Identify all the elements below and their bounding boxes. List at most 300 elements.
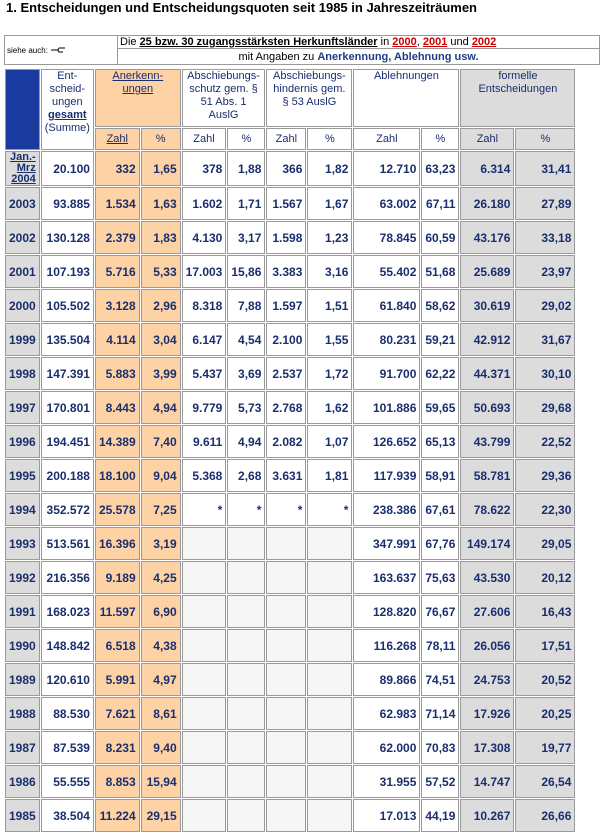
cell-year: 1986: [5, 765, 40, 798]
cell-s53-p: 1,55: [307, 323, 352, 356]
cell-total: 352.572: [41, 493, 94, 526]
cell-an-p: 1,83: [141, 221, 181, 254]
cell-s51-p: [227, 731, 265, 764]
cell-ab-z: 163.637: [353, 561, 420, 594]
cell-year: 1992: [5, 561, 40, 594]
cell-an-z: 8.231: [95, 731, 140, 764]
table-row: [5, 663, 575, 696]
year-2002-link[interactable]: 2002: [471, 36, 497, 48]
cell-s51-p: 4,94: [227, 425, 265, 458]
cell-year: 1987: [5, 731, 40, 764]
cell-s53-p: 3,16: [307, 255, 352, 288]
cell-s51-p: [227, 595, 265, 628]
cell-year: 2001: [5, 255, 40, 288]
cell-s53-p: *: [307, 493, 352, 526]
header-abschiebungshindernis: Abschiebungs-hindernis gem. § 53 AuslG: [266, 69, 352, 127]
cell-s51-p: 15,86: [227, 255, 265, 288]
cell-s53-p: 1,72: [307, 357, 352, 390]
table-row: [5, 187, 575, 220]
cell-s53-p: 1,82: [307, 151, 352, 186]
cell-an-p: 2,96: [141, 289, 181, 322]
cell-fo-p: 20,12: [515, 561, 575, 594]
cell-an-z: 4.114: [95, 323, 140, 356]
cell-total: 120.610: [41, 663, 94, 696]
header-anerkennungen: Anerkenn-ungen: [95, 69, 181, 127]
cell-total: 135.504: [41, 323, 94, 356]
cell-s51-p: [227, 561, 265, 594]
subheader-zahl: Zahl: [353, 128, 420, 150]
cell-an-z: 8.853: [95, 765, 140, 798]
cell-s53-z: 366: [266, 151, 306, 186]
cell-s51-z: 5.368: [182, 459, 227, 492]
table-row: [5, 255, 575, 288]
cell-ab-z: 63.002: [353, 187, 420, 220]
cell-an-z: 3.128: [95, 289, 140, 322]
cell-ab-p: 78,11: [421, 629, 459, 662]
cell-s53-z: 1.598: [266, 221, 306, 254]
table-row: [5, 221, 575, 254]
cell-an-p: 1,63: [141, 187, 181, 220]
cell-fo-z: 43.176: [460, 221, 514, 254]
cell-s53-p: 1,62: [307, 391, 352, 424]
cell-s53-z: 2.100: [266, 323, 306, 356]
cell-ab-p: 67,76: [421, 527, 459, 560]
subheader-zahl: Zahl: [460, 128, 514, 150]
cell-s53-p: 1,07: [307, 425, 352, 458]
cell-ab-z: 117.939: [353, 459, 420, 492]
cell-ab-p: 67,11: [421, 187, 459, 220]
cell-s51-z: [182, 527, 227, 560]
cell-s51-z: [182, 731, 227, 764]
year-2000-link[interactable]: 2000: [392, 36, 417, 48]
cell-fo-p: 26,54: [515, 765, 575, 798]
cell-year: 1998: [5, 357, 40, 390]
cell-ab-p: 59,21: [421, 323, 459, 356]
cell-fo-p: 29,02: [515, 289, 575, 322]
line1-und: und: [447, 36, 472, 48]
cell-ab-z: 55.402: [353, 255, 420, 288]
header-total-a: Ent-scheid-ungen: [49, 70, 86, 108]
header-total-c: (Summe): [44, 122, 90, 134]
subheader-pct: %: [307, 128, 352, 150]
cell-fo-p: 27,89: [515, 187, 575, 220]
cell-s53-p: [307, 561, 352, 594]
cell-fo-z: 58.781: [460, 459, 514, 492]
line2-prefix: mit Angaben zu: [238, 50, 318, 63]
see-also-text: siehe auch:: [7, 45, 48, 55]
cell-fo-z: 30.619: [460, 289, 514, 322]
cell-year: 2002: [5, 221, 40, 254]
cell-fo-z: 17.926: [460, 697, 514, 730]
header-total-b: gesamt: [48, 109, 87, 121]
cell-fo-p: 20,52: [515, 663, 575, 696]
cell-s53-p: [307, 595, 352, 628]
cell-an-z: 7.621: [95, 697, 140, 730]
cell-total: 87.539: [41, 731, 94, 764]
cell-total: 170.801: [41, 391, 94, 424]
see-also-box: [4, 35, 600, 65]
cell-s53-z: 1.567: [266, 187, 306, 220]
cell-s51-z: 8.318: [182, 289, 227, 322]
cell-total: 148.842: [41, 629, 94, 662]
subheader-zahl: Zahl: [95, 128, 140, 150]
table-row: [5, 595, 575, 628]
cell-s53-z: *: [266, 493, 306, 526]
cell-s51-p: 1,71: [227, 187, 265, 220]
cell-an-z: 18.100: [95, 459, 140, 492]
cell-year: 1996: [5, 425, 40, 458]
subheader-pct: %: [421, 128, 459, 150]
cell-fo-z: 26.056: [460, 629, 514, 662]
header-ablehnungen: Ablehnungen: [353, 69, 459, 127]
cell-an-z: 14.389: [95, 425, 140, 458]
cell-an-z: 11.224: [95, 799, 140, 832]
cell-ab-z: 128.820: [353, 595, 420, 628]
cell-ab-p: 75,63: [421, 561, 459, 594]
cell-s51-p: 7,88: [227, 289, 265, 322]
cell-s51-p: [227, 527, 265, 560]
cell-ab-z: 12.710: [353, 151, 420, 186]
cell-s51-z: [182, 561, 227, 594]
cell-ab-p: 58,62: [421, 289, 459, 322]
cell-an-p: 3,19: [141, 527, 181, 560]
cell-s51-z: 1.602: [182, 187, 227, 220]
cell-s51-p: 3,69: [227, 357, 265, 390]
cell-ab-p: 71,14: [421, 697, 459, 730]
cell-s53-p: [307, 731, 352, 764]
cell-an-z: 8.443: [95, 391, 140, 424]
cell-fo-p: 16,43: [515, 595, 575, 628]
cell-an-p: 7,40: [141, 425, 181, 458]
cell-ab-p: 67,61: [421, 493, 459, 526]
cell-s53-z: 2.768: [266, 391, 306, 424]
cell-fo-z: 44.371: [460, 357, 514, 390]
cell-s51-z: 17.003: [182, 255, 227, 288]
cell-s53-z: 2.537: [266, 357, 306, 390]
cell-s51-p: [227, 697, 265, 730]
countries-link[interactable]: 25 bzw. 30 zugangsstärksten Herkunftsländer: [139, 36, 378, 48]
cell-an-z: 332: [95, 151, 140, 186]
cell-ab-z: 80.231: [353, 323, 420, 356]
cell-s51-z: [182, 595, 227, 628]
cell-year: 2003: [5, 187, 40, 220]
cell-an-z: 2.379: [95, 221, 140, 254]
cell-s51-z: [182, 765, 227, 798]
cell-s51-z: [182, 629, 227, 662]
table-row: [5, 799, 575, 832]
cell-ab-p: 76,67: [421, 595, 459, 628]
cell-fo-z: 6.314: [460, 151, 514, 186]
cell-s53-p: 1,67: [307, 187, 352, 220]
cell-s53-p: [307, 697, 352, 730]
cell-an-z: 5.991: [95, 663, 140, 696]
line1-in: in: [377, 36, 393, 48]
cell-an-p: 3,04: [141, 323, 181, 356]
header-abschiebungsschutz: Abschiebungs-schutz gem. § 51 Abs. 1 AuslG: [182, 69, 266, 127]
cell-ab-p: 70,83: [421, 731, 459, 764]
cell-ab-z: 62.983: [353, 697, 420, 730]
cell-s51-p: 2,68: [227, 459, 265, 492]
cell-s53-p: [307, 765, 352, 798]
cell-s51-p: 1,88: [227, 151, 265, 186]
cell-s51-p: 3,17: [227, 221, 265, 254]
cell-fo-p: 23,97: [515, 255, 575, 288]
cell-s51-z: [182, 697, 227, 730]
table-row: [5, 697, 575, 730]
cell-total: 194.451: [41, 425, 94, 458]
cell-s53-z: [266, 731, 306, 764]
cell-fo-z: 26.180: [460, 187, 514, 220]
cell-s51-z: 6.147: [182, 323, 227, 356]
anerkennung-text: Anerkennung: [317, 50, 389, 63]
cell-s51-z: 9.611: [182, 425, 227, 458]
cell-s53-z: [266, 561, 306, 594]
cell-s53-z: [266, 595, 306, 628]
table-row: [5, 357, 575, 390]
cell-fo-p: 17,51: [515, 629, 575, 662]
cell-fo-z: 43.799: [460, 425, 514, 458]
cell-ab-z: 347.991: [353, 527, 420, 560]
cell-s53-z: 3.383: [266, 255, 306, 288]
cell-s53-z: [266, 663, 306, 696]
cell-s53-p: 1,23: [307, 221, 352, 254]
table-row: [5, 561, 575, 594]
cell-ab-z: 116.268: [353, 629, 420, 662]
cell-s53-z: 3.631: [266, 459, 306, 492]
cell-fo-z: 25.689: [460, 255, 514, 288]
cell-s51-p: [227, 663, 265, 696]
see-also-line2: [118, 49, 600, 65]
cell-an-z: 5.883: [95, 357, 140, 390]
cell-ab-z: 101.886: [353, 391, 420, 424]
table-row: [5, 527, 575, 560]
cell-an-p: 8,61: [141, 697, 181, 730]
cell-total: 20.100: [41, 151, 94, 186]
cell-an-p: 9,40: [141, 731, 181, 764]
cell-total: 168.023: [41, 595, 94, 628]
cell-s53-p: [307, 663, 352, 696]
cell-fo-p: 22,52: [515, 425, 575, 458]
cell-s53-p: [307, 799, 352, 832]
cell-an-p: 15,94: [141, 765, 181, 798]
cell-fo-p: 31,41: [515, 151, 575, 186]
cell-an-p: 9,04: [141, 459, 181, 492]
cell-s53-z: [266, 697, 306, 730]
cell-total: 147.391: [41, 357, 94, 390]
year-2001-link[interactable]: 2001: [422, 36, 448, 48]
cell-ab-z: 61.840: [353, 289, 420, 322]
cell-fo-p: 29,05: [515, 527, 575, 560]
cell-year: 1988: [5, 697, 40, 730]
cell-ab-z: 91.700: [353, 357, 420, 390]
table-row: [5, 323, 575, 356]
cell-s51-p: [227, 629, 265, 662]
cell-an-p: 4,94: [141, 391, 181, 424]
table-corner: [5, 69, 40, 150]
cell-s53-p: [307, 527, 352, 560]
cell-fo-p: 30,10: [515, 357, 575, 390]
line1-prefix: Die: [120, 36, 140, 48]
table-row: [5, 459, 575, 492]
cell-ab-z: 31.955: [353, 765, 420, 798]
cell-ab-z: 89.866: [353, 663, 420, 696]
cell-ab-z: 238.386: [353, 493, 420, 526]
cell-year: 1985: [5, 799, 40, 832]
cell-fo-z: 78.622: [460, 493, 514, 526]
cell-s53-z: [266, 629, 306, 662]
cell-ab-p: 74,51: [421, 663, 459, 696]
ablehnung-text: Ablehnung usw.: [393, 50, 479, 63]
cell-an-p: 5,33: [141, 255, 181, 288]
cell-ab-p: 57,52: [421, 765, 459, 798]
table-row: [5, 289, 575, 322]
cell-s53-p: 1,81: [307, 459, 352, 492]
cell-s51-p: 4,54: [227, 323, 265, 356]
cell-total: 130.128: [41, 221, 94, 254]
cell-s51-z: [182, 799, 227, 832]
cell-an-p: 3,99: [141, 357, 181, 390]
cell-s51-z: [182, 663, 227, 696]
cell-s53-z: [266, 799, 306, 832]
cell-total: 93.885: [41, 187, 94, 220]
cell-fo-p: 33,18: [515, 221, 575, 254]
cell-year: 1990: [5, 629, 40, 662]
table-row: [5, 425, 575, 458]
cell-an-p: 4,38: [141, 629, 181, 662]
cell-year: 2000: [5, 289, 40, 322]
cell-s51-p: [227, 765, 265, 798]
cell-year: 1991: [5, 595, 40, 628]
cell-ab-p: 58,91: [421, 459, 459, 492]
table-row: [5, 765, 575, 798]
page-title: 1. Entscheidungen und Entscheidungsquoten seit 1985 in Jahreszeiträumen: [6, 0, 477, 15]
cell-ab-z: 62.000: [353, 731, 420, 764]
cell-fo-z: 50.693: [460, 391, 514, 424]
cell-fo-p: 31,67: [515, 323, 575, 356]
cell-s51-z: 5.437: [182, 357, 227, 390]
cell-s51-z: *: [182, 493, 227, 526]
cell-fo-p: 19,77: [515, 731, 575, 764]
cell-s53-z: 2.082: [266, 425, 306, 458]
subheader-pct: %: [515, 128, 575, 150]
pointing-hand-icon: [50, 46, 66, 54]
cell-s51-z: 9.779: [182, 391, 227, 424]
cell-fo-p: 22,30: [515, 493, 575, 526]
cell-fo-z: 149.174: [460, 527, 514, 560]
cell-an-z: 6.518: [95, 629, 140, 662]
cell-fo-p: 20,25: [515, 697, 575, 730]
table-row: [5, 151, 575, 186]
cell-s53-z: [266, 765, 306, 798]
cell-fo-z: 24.753: [460, 663, 514, 696]
cell-ab-p: 62,22: [421, 357, 459, 390]
cell-year: 1999: [5, 323, 40, 356]
cell-year: Jan.-Mrz 2004: [5, 151, 40, 186]
cell-s51-z: 4.130: [182, 221, 227, 254]
cell-an-z: 16.396: [95, 527, 140, 560]
cell-year: 1989: [5, 663, 40, 696]
cell-ab-p: 59,65: [421, 391, 459, 424]
cell-fo-p: 29,68: [515, 391, 575, 424]
cell-fo-p: 29,36: [515, 459, 575, 492]
cell-fo-z: 17.308: [460, 731, 514, 764]
cell-an-p: 1,65: [141, 151, 181, 186]
cell-s51-p: 5,73: [227, 391, 265, 424]
cell-s51-p: [227, 799, 265, 832]
subheader-zahl: Zahl: [182, 128, 227, 150]
cell-year: 1997: [5, 391, 40, 424]
cell-ab-p: 63,23: [421, 151, 459, 186]
table-row: [5, 493, 575, 526]
cell-year: 1995: [5, 459, 40, 492]
cell-year: 1994: [5, 493, 40, 526]
cell-an-z: 9.189: [95, 561, 140, 594]
see-also-line1: [118, 36, 600, 49]
table-row: [5, 731, 575, 764]
cell-an-p: 6,90: [141, 595, 181, 628]
subheader-pct: %: [141, 128, 181, 150]
cell-an-z: 1.534: [95, 187, 140, 220]
cell-an-z: 25.578: [95, 493, 140, 526]
cell-total: 38.504: [41, 799, 94, 832]
cell-total: 107.193: [41, 255, 94, 288]
cell-s53-z: 1.597: [266, 289, 306, 322]
header-total: [41, 69, 94, 150]
cell-an-p: 4,25: [141, 561, 181, 594]
line2-sep: ,: [388, 50, 394, 63]
header-formelle: formelle Entscheidungen: [460, 69, 575, 127]
cell-an-z: 5.716: [95, 255, 140, 288]
cell-an-p: 7,25: [141, 493, 181, 526]
cell-ab-p: 51,68: [421, 255, 459, 288]
table-row: [5, 391, 575, 424]
cell-an-p: 4,97: [141, 663, 181, 696]
cell-total: 55.555: [41, 765, 94, 798]
cell-fo-z: 27.606: [460, 595, 514, 628]
line1-sep: ,: [416, 36, 423, 48]
cell-ab-z: 17.013: [353, 799, 420, 832]
cell-fo-z: 42.912: [460, 323, 514, 356]
cell-fo-z: 14.747: [460, 765, 514, 798]
cell-year: 1993: [5, 527, 40, 560]
cell-fo-z: 10.267: [460, 799, 514, 832]
cell-ab-z: 126.652: [353, 425, 420, 458]
table-row: [5, 629, 575, 662]
see-also-label: [5, 36, 118, 65]
cell-total: 88.530: [41, 697, 94, 730]
cell-total: 513.561: [41, 527, 94, 560]
cell-an-p: 29,15: [141, 799, 181, 832]
cell-s53-p: 1,51: [307, 289, 352, 322]
decisions-table: [4, 68, 576, 833]
cell-ab-z: 78.845: [353, 221, 420, 254]
cell-s53-p: [307, 629, 352, 662]
cell-fo-p: 26,66: [515, 799, 575, 832]
cell-total: 216.356: [41, 561, 94, 594]
cell-ab-p: 60,59: [421, 221, 459, 254]
cell-s51-p: *: [227, 493, 265, 526]
cell-an-z: 11.597: [95, 595, 140, 628]
cell-s51-z: 378: [182, 151, 227, 186]
cell-total: 105.502: [41, 289, 94, 322]
subheader-pct: %: [227, 128, 265, 150]
cell-s53-z: [266, 527, 306, 560]
cell-fo-z: 43.530: [460, 561, 514, 594]
cell-total: 200.188: [41, 459, 94, 492]
subheader-zahl: Zahl: [266, 128, 306, 150]
cell-ab-p: 65,13: [421, 425, 459, 458]
cell-ab-p: 44,19: [421, 799, 459, 832]
